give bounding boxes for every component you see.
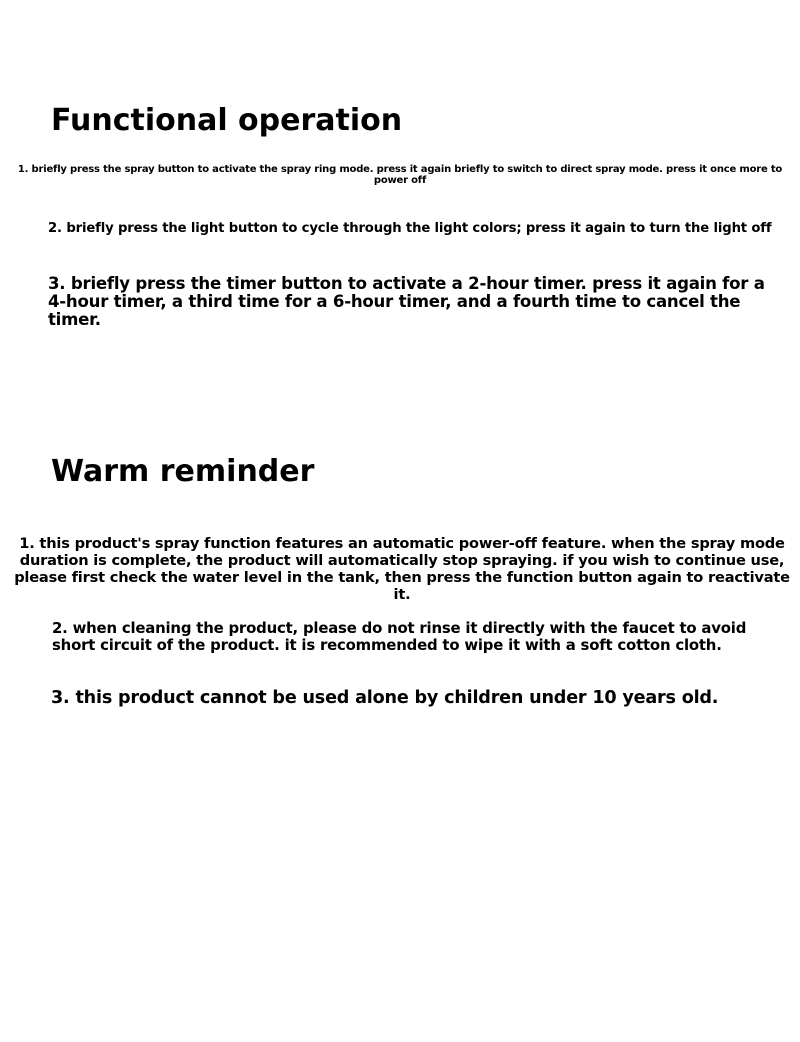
warm-reminder-heading: Warm reminder: [51, 454, 315, 489]
functional-operation-heading: Functional operation: [51, 103, 403, 138]
functional-item-light: 2. briefly press the light button to cycle through the light colors; press it again to turn the light off: [48, 221, 772, 236]
functional-item-timer: 3. briefly press the timer button to activate a 2-hour timer. press it again for a 4-hour timer, a third time for a 6-hour timer, and a fourth time to cancel the timer.: [48, 274, 765, 329]
reminder-item-auto-power-off: 1. this product's spray function features an automatic power-off feature. when the spray mode duration is complete, the product will automatically stop spraying. if you wish to continue use, please first check the water level in the tank, then press the function button again to reactivate it.: [14, 535, 790, 603]
reminder-item-cleaning: 2. when cleaning the product, please do not rinse it directly with the faucet to avoid short circuit of the product. it is recommended to wipe it with a soft cotton cloth.: [52, 619, 747, 654]
functional-item-spray: 1. briefly press the spray button to activate the spray ring mode. press it again briefly to switch to direct spray mode. press it once more to power off: [17, 164, 783, 186]
reminder-item-children: 3. this product cannot be used alone by children under 10 years old.: [51, 688, 719, 708]
